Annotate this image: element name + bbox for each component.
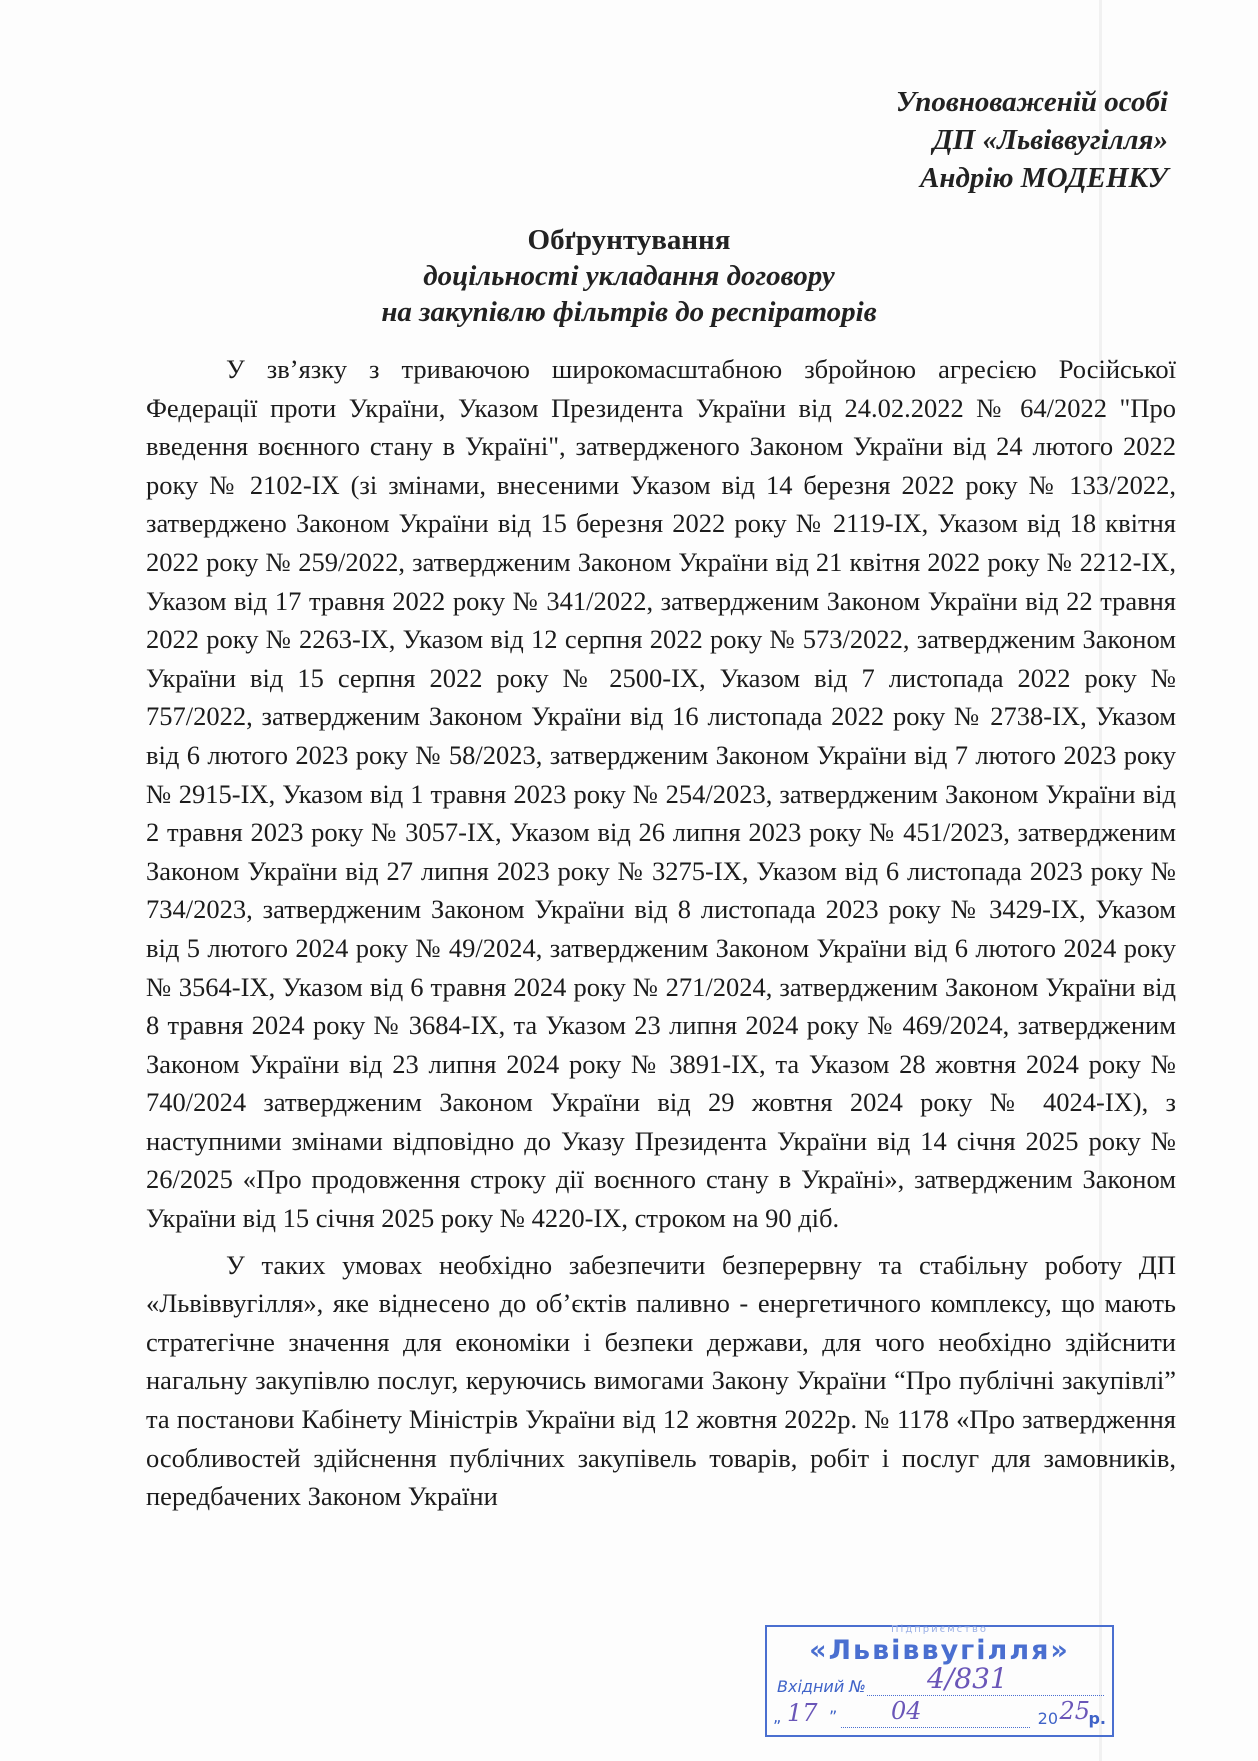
addressee-line-2: ДП «Львіввугілля» — [932, 124, 1168, 156]
title-main: Обґрунтування — [527, 224, 731, 256]
stamp-company-name: «Львіввугілля» — [809, 1635, 1070, 1666]
addressee-line-1: Уповноваженій особі — [895, 86, 1168, 118]
stamp-day: 17 — [787, 1699, 818, 1727]
stamp-quote-close: ” — [829, 1707, 838, 1726]
stamp-year-prefix: 20 — [1037, 1709, 1058, 1728]
stamp-date-line — [841, 1727, 1030, 1728]
stamp-incoming-label: Вхідний № — [777, 1677, 866, 1696]
title-subtitle-2: на закупівлю фільтрів до респіраторів — [381, 296, 877, 328]
title-subtitle-1: доцільності укладання договору — [423, 260, 835, 292]
document-body — [146, 350, 1176, 1524]
stamp-top-text: Підприємство — [891, 1624, 988, 1635]
stamp-incoming-line — [867, 1695, 1104, 1696]
paragraph: У зв’язку з триваючою широкомасштабною збройною агресією Російської Федерації проти України, Указом Президента України від 24.02.2022 № 64/2022 "Про введення воєнного стану в Україні", затвердженого Законом України від 24 лютого 2022 року № 2102-IX (зі змінами, внесеними Указом від 14 березня 2022 року № 133/2022, затверджено Законом України від 15 березня 2022 року № 2119-IX, Указом від 18 квітня 2022 року № 259/2022, затвердженим Законом України від 21 квітня 2022 року № 2212-IX, Указом від 17 травня 2022 року № 341/2022, затвердженим Законом України від 22 травня 2022 року № 2263-IX, Указом від 12 серпня 2022 року № 573/2022, затвердженим Законом України від 15 серпня 2022 року № 2500-IX, Указом від 7 листопада 2022 року № 757/2022, затвердженим Законом України від 16 листопада 2022 року № 2738-IX, Указом від 6 лютого 2023 року № 58/2023, затвердженим Законом України від 7 лютого 2023 року № 2915-IX, Указом від 1 травня 2023 року № 254/2023, затвердженим Законом України від 2 травня 2023 року № 3057-IX, Указом від 26 липня 2023 року № 451/2023, затвердженим Законом України від 27 липня 2023 року № 3275-IX, Указом від 6 листопада 2023 року № 734/2023, затвердженим Законом України від 8 листопада 2023 року № 3429-IX, Указом від 5 лютого 2024 року № 49/2024, затвердженим Законом України від 6 лютого 2024 року № 3564-IX, Указом від 6 травня 2024 року № 271/2024, затвердженим Законом України від 8 травня 2024 року № 3684-IX, та Указом 23 липня 2024 року № 469/2024, затвердженим Законом України від 23 липня 2024 року № 3891-IX, та Указом 28 жовтня 2024 року № 740/2024 затвердженим Законом України від 29 жовтня 2024 року № 4024-IX), з наступними змінами відповідно до Указу Президента України від 14 січня 2025 року № 26/2025 «Про продовження строку дії воєнного стану в Україні», затвердженим Законом України від 15 січня 2025 року № 4220-IX, строком на 90 діб. — [146, 354, 1176, 1234]
stamp-incoming-number: 4/831 — [927, 1662, 1008, 1695]
stamp-quote-open: „ — [773, 1707, 782, 1726]
addressee-block — [896, 83, 1168, 197]
incoming-registration-stamp — [765, 1625, 1114, 1737]
stamp-date-row — [771, 1697, 1108, 1733]
paragraph: У таких умовах необхідно забезпечити безперервну та стабільну роботу ДП «Львіввугілля», яке віднесено до об’єктів паливно - енергетичного комплексу, що мають стратегічне значення для економіки і безпеки держави, для чого необхідно здійснити нагальну закупівлю послуг, керуючись вимогами Закону України “Про публічні закупівлі” та постанови Кабінету Міністрів України від 12 жовтня 2022р. № 1178 «Про затвердження особливостей здійснення публічних закупівель товарів, робіт і послуг для замовників, передбачених Законом України — [146, 1249, 1176, 1512]
stamp-year-suffix: р. — [1088, 1709, 1106, 1728]
addressee-line-3: Андрію МОДЕНКУ — [920, 162, 1168, 194]
document-title — [0, 222, 1258, 330]
stamp-month: 04 — [891, 1697, 922, 1725]
stamp-year: 25 — [1059, 1697, 1090, 1725]
